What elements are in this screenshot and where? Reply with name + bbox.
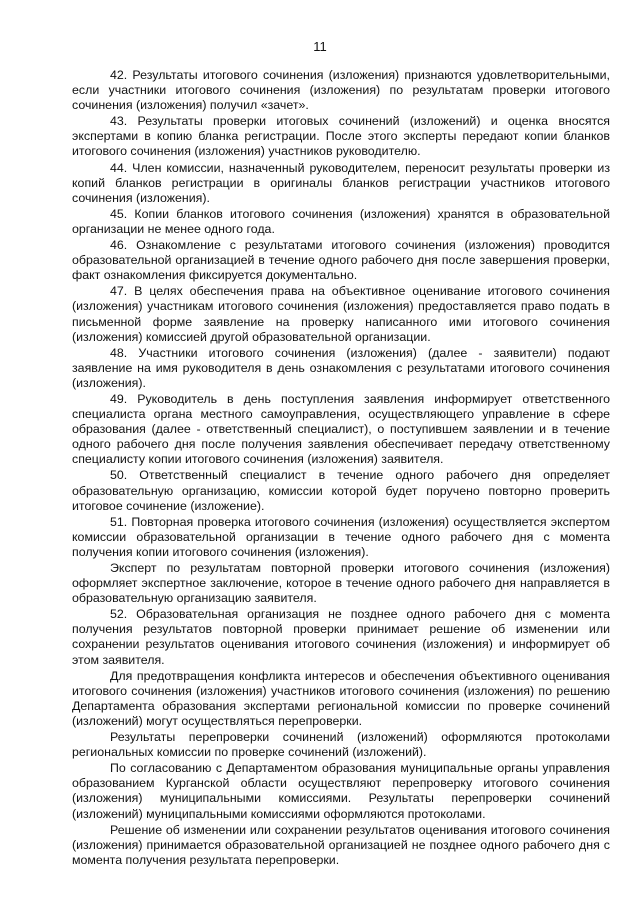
document-body [72,68,610,869]
paragraph-51-expert: Эксперт по результатам повторной проверки итогового сочинения (изложения) оформляет экспертное заключение, которое в течение одного рабочего дня направляется в образовательную организацию заявителя. [72,561,610,606]
page-number: 11 [313,39,327,54]
paragraph-42: 42. Результаты итогового сочинения (изложения) признаются удовлетворительными, если участники итогового сочинения (изложения) по результатам проверки итогового сочинения (изложения) получил «зачет». [72,68,610,113]
paragraph-conflict-prevention: Для предотвращения конфликта интересов и обеспечения объективного оценивания итогового сочинения (изложения) участников итогового сочинения (изложения) по решению Департамента образования экспертами региональной комиссии по проверке сочинений (изложений) могут осуществляться перепроверки. [72,668,610,728]
paragraph-50: 50. Ответственный специалист в течение одного рабочего дня определяет образовательную организацию, комиссии которой будет поручено повторно проверить итоговое сочинение (изложение). [72,468,610,513]
paragraph-45: 45. Копии бланков итогового сочинения (изложения) хранятся в образовательной организации не менее одного года. [72,206,610,236]
paragraph-44: 44. Член комиссии, назначенный руководителем, переносит результаты проверки из копий бланков регистрации в оригиналы бланков регистрации участников итогового сочинения (изложения). [72,160,610,205]
paragraph-52: 52. Образовательная организация не позднее одного рабочего дня с момента получения результатов повторной проверки принимает решение об изменении или сохранении результатов оценивания итогового сочинения (изложения) и информирует об этом заявителя. [72,607,610,667]
paragraph-43: 43. Результаты проверки итоговых сочинений (изложений) и оценка вносятся экспертами в копию бланка регистрации. После этого эксперты передают копии бланков итогового сочинения (изложения) участников руководителю. [72,114,610,159]
paragraph-recheck-results: Результаты перепроверки сочинений (изложений) оформляются протоколами региональных комиссии по проверке сочинений (изложений). [72,730,610,760]
paragraph-municipal-recheck: По согласованию с Департаментом образования муниципальные органы управления образованием Курганской области осуществляют перепроверку итогового сочинения (изложения) муниципальными комиссиями. Результаты перепроверки сочинений (изложений) муниципальными комиссиями оформляются протоколами. [72,761,610,821]
paragraph-46: 46. Ознакомление с результатами итогового сочинения (изложения) проводится образовательной организацией в течение одного рабочего дня после завершения проверки, факт ознакомления фиксируется документально. [72,238,610,283]
paragraph-48: 48. Участники итогового сочинения (изложения) (далее - заявители) подают заявление на имя руководителя в день ознакомления с результатами итогового сочинения (изложения). [72,345,610,390]
paragraph-47: 47. В целях обеспечения права на объективное оценивание итогового сочинения (изложения) участникам итогового сочинения (изложения) предоставляется право подать в письменной форме заявление на проверку написанного ими итогового сочинения (изложения) комиссией другой образовательной организации. [72,284,610,344]
paragraph-final-decision: Решение об изменении или сохранении результатов оценивания итогового сочинения (изложения) принимается образовательной организацией не позднее одного рабочего дня с момента получения результата перепроверки. [72,822,610,867]
paragraph-51: 51. Повторная проверка итогового сочинения (изложения) осуществляется экспертом комиссии образовательной организации в течение одного рабочего дня с момента получения копии итогового сочинения (изложения). [72,514,610,559]
paragraph-49: 49. Руководитель в день поступления заявления информирует ответственного специалиста органа местного самоуправления, осуществляющего управление в сфере образования (далее - ответственный специалист), о поступившем заявлении и в течение одного рабочего дня после получения заявления обеспечивает передачу ответственному специалисту копии итогового сочинения (изложения) заявителя. [72,391,610,467]
